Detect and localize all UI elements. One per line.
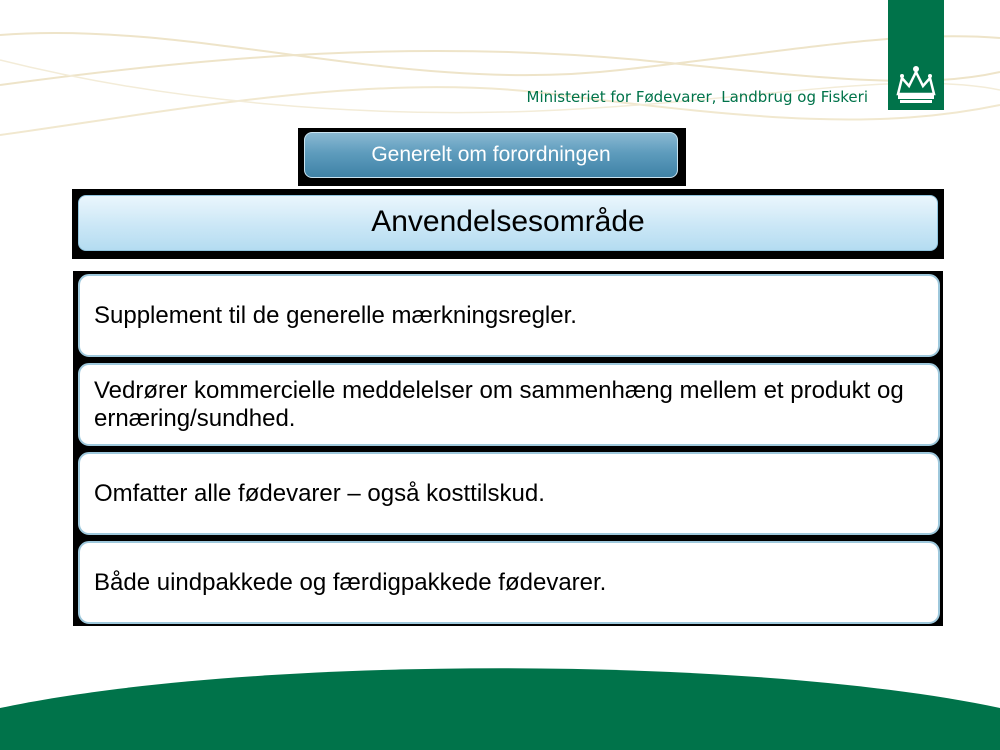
list-item: [78, 452, 940, 535]
list-item: [78, 274, 940, 357]
list-item-text: Vedrører kommercielle meddelelser om sammenhæng mellem et produkt og ernæring/sundhed.: [94, 376, 904, 432]
title-frame: [72, 189, 944, 259]
slide-title: Anvendelsesområde: [78, 195, 938, 251]
section-label: Generelt om forordningen: [304, 132, 678, 178]
list-item-text: Omfatter alle fødevarer – også kosttilskud.: [94, 479, 545, 507]
crown-icon: [894, 64, 938, 106]
bottom-green-band: [0, 640, 1000, 750]
list-item-text: Både uindpakkede og færdigpakkede fødevarer.: [94, 568, 607, 596]
bullet-list: [73, 271, 943, 626]
section-label-frame: [298, 128, 686, 186]
list-item: [78, 363, 940, 446]
ministry-name: Ministeriet for Fødevarer, Landbrug og Fiskeri: [526, 88, 868, 106]
list-item: [78, 541, 940, 624]
ministry-logo: [888, 0, 944, 110]
list-item-text: Supplement til de generelle mærkningsregler.: [94, 301, 577, 329]
